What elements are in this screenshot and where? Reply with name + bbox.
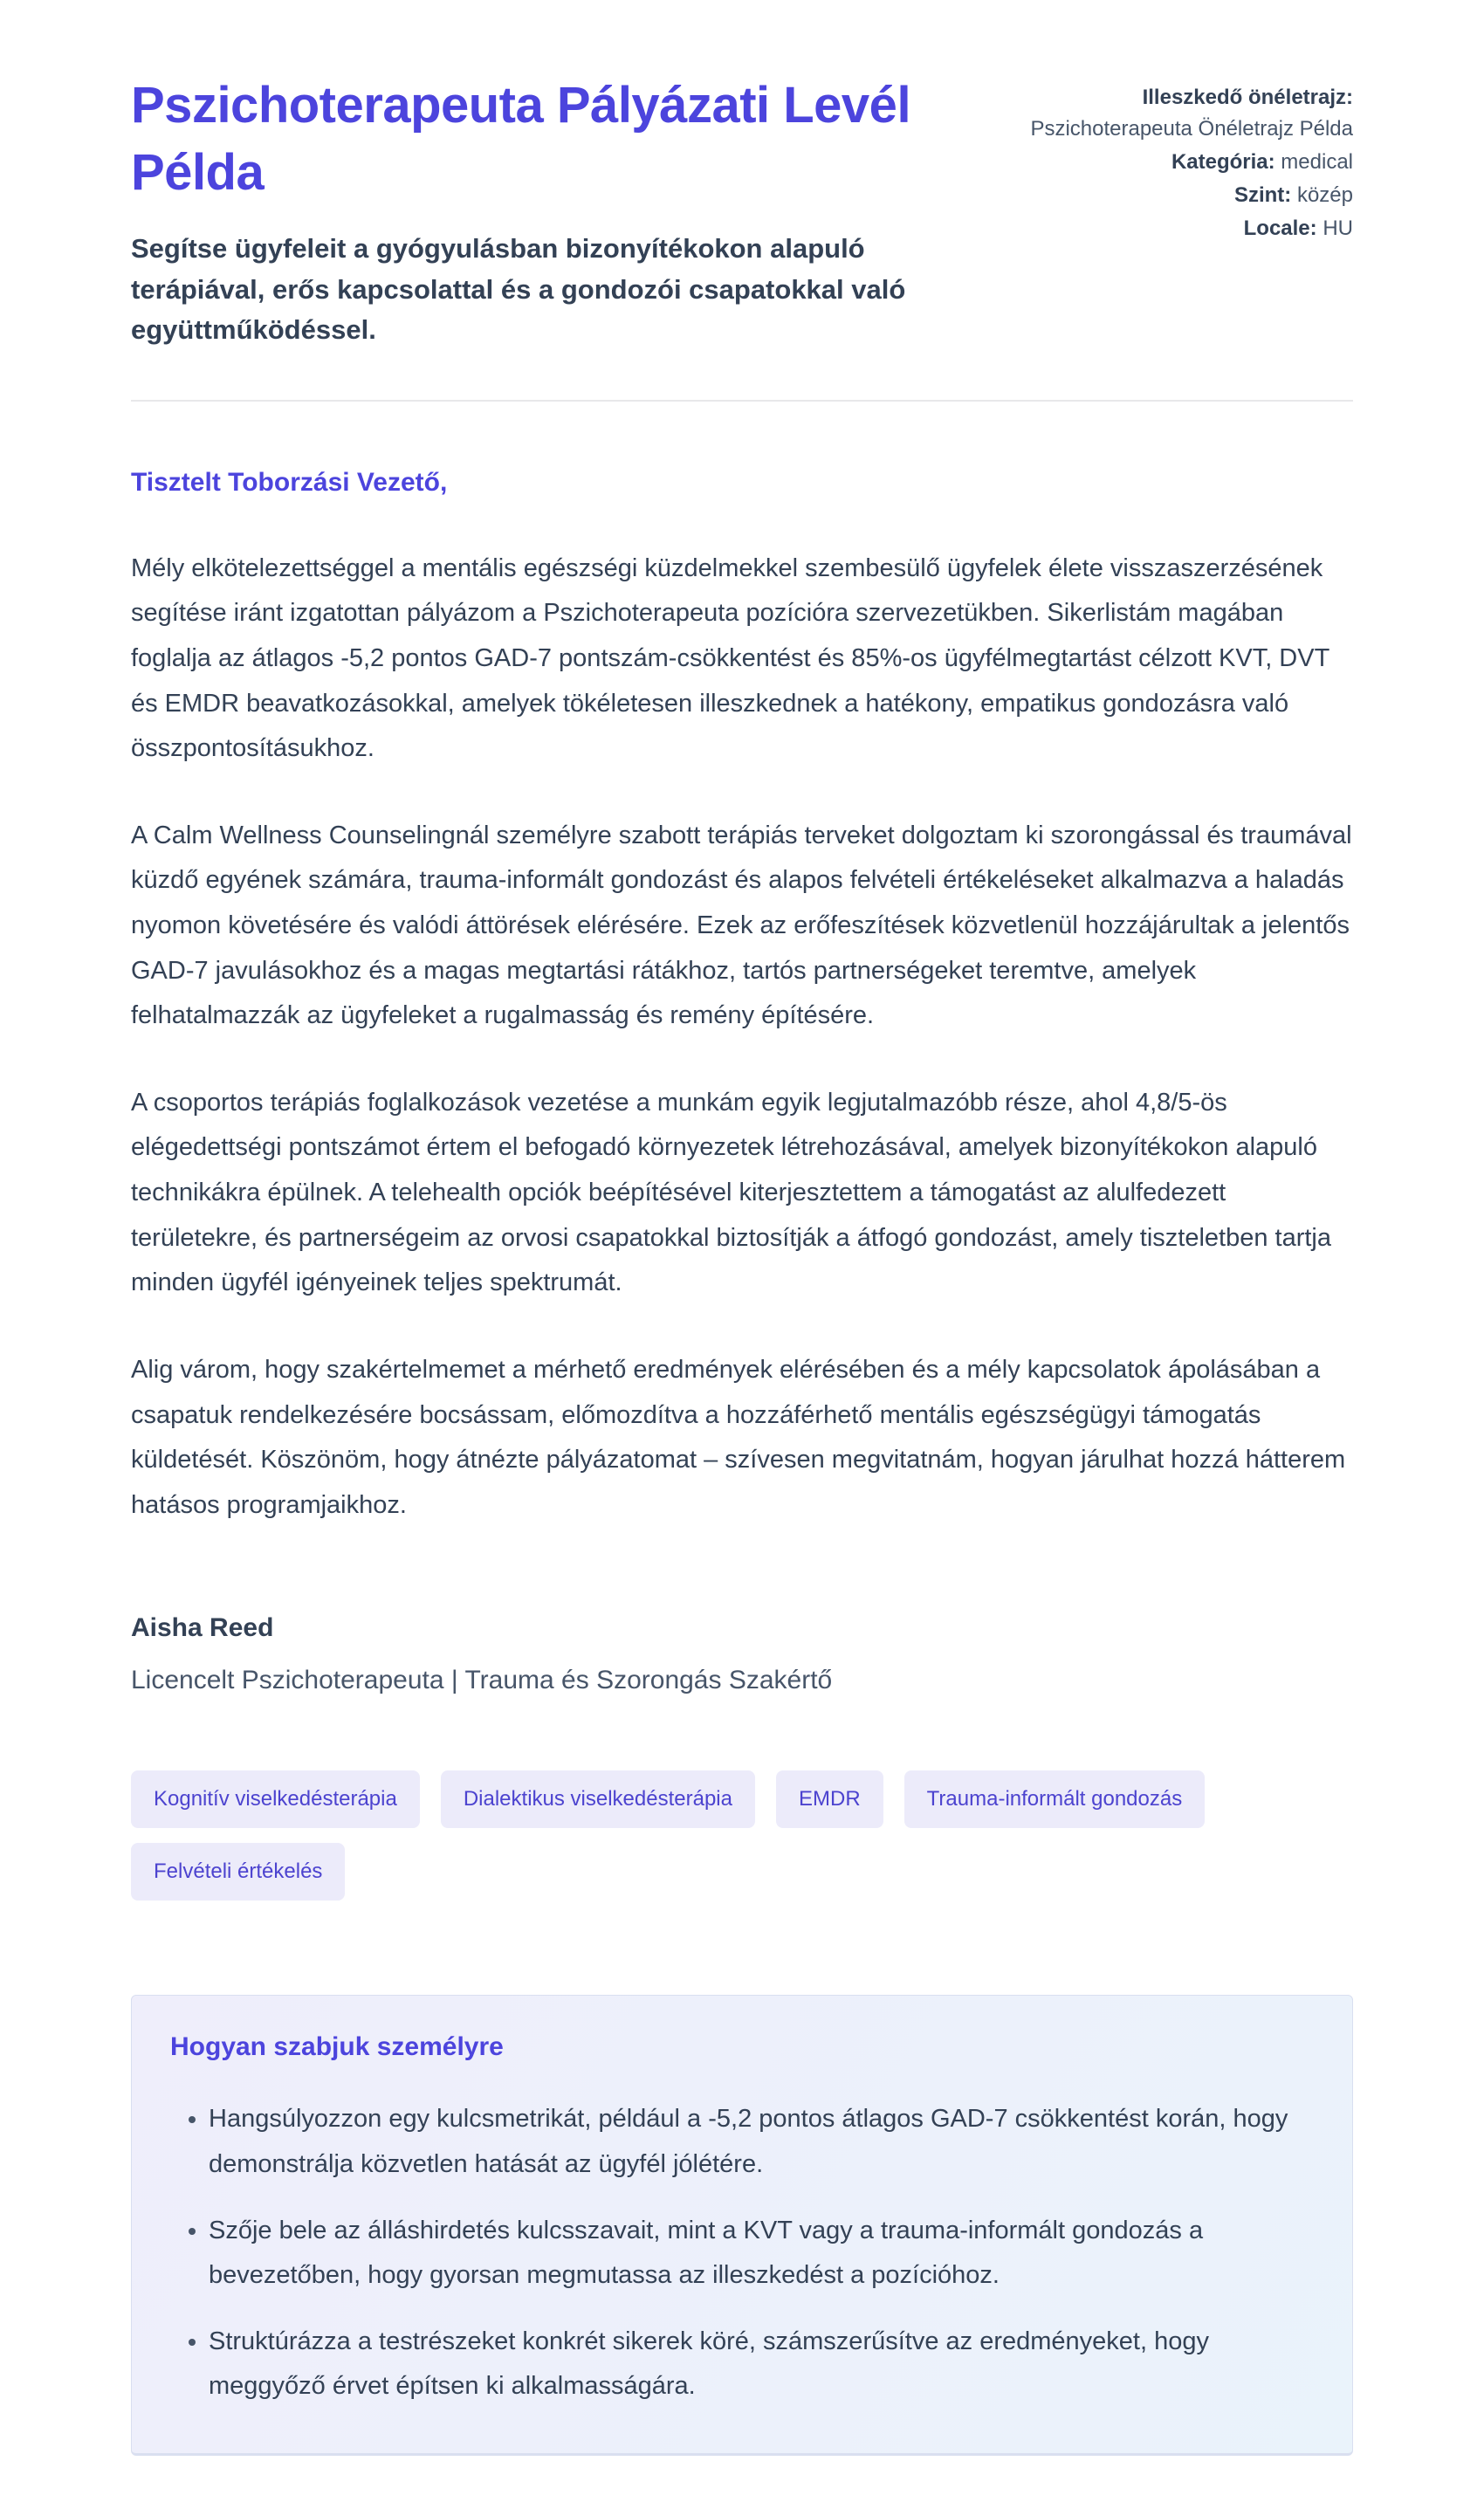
letter-greeting: Tisztelt Toborzási Vezető, xyxy=(131,467,448,497)
header-divider xyxy=(131,400,1353,402)
letter-paragraph-4: Alig várom, hogy szakértelmemet a mérhető eredmények elérésében és a mély kapcsolatok ápolásában a csapatuk rendelkezésére bocsássam, előmozdítva a hozzáférhető mentális egészségügyi támogatás küldetését. Köszönöm, hogy átnézte pályázatomat – szívesen megvitatnám, hogyan járulhat hozzá hátterem hatásos programjaikhoz. xyxy=(131,1355,1346,1519)
meta-category-value: medical xyxy=(1281,150,1353,174)
page-subtitle: Segítse ügyfeleit a gyógyulásban bizonyítékokon alapuló terápiával, erős kapcsolattal és a gondozói csapatokkal való együttműködéssel. xyxy=(131,233,906,346)
meta-locale-label: Locale: xyxy=(1243,217,1317,240)
letter-paragraph-2: A Calm Wellness Counselingnál személyre szabott terápiás terveket dolgoztam ki szorongással és traumával küzdő egyének számára, trauma-informált gondozást és alapos felvételi értékeléseket alkalmazva a haladás nyomon követésére és valódi áttörések elérésére. Ezek az erőfeszítések közvetlenül hozzájárultak a jelentős GAD-7 javulásokhoz és a magas megtartási rátákhoz, tartós partnerségeket teremtve, amelyek felhatalmazzák az ügyfeleket a rugalmasság és remény építésére. xyxy=(131,821,1352,1030)
cover-letter-page xyxy=(131,0,1353,2456)
page-title: Pszichoterapeuta Pályázati Levél Példa xyxy=(131,77,911,202)
meta-panel xyxy=(1030,72,1353,246)
skill-tag-cbt: Kognitív viselkedésterápia xyxy=(131,1770,420,1828)
tip-item-3: • Struktúrázza a testrészeket konkrét sikerek köré, számszerűsítve az eredményeket, hogy meggyőző érvet építsen ki alkalmasságára. xyxy=(209,2320,1307,2409)
meta-matching-resume-value: Pszichoterapeuta Önéletrajz Példa xyxy=(1030,117,1353,141)
letter-paragraph-1: Mély elkötelezettséggel a mentális egészségi küzdelmekkel szembesülő ügyfelek élete visszaszerzésének segítése iránt izgatottan pályázom a Pszichoterapeuta pozícióra szervezetükben. Sikerlistám magában foglalja az átlagos -5,2 pontos GAD-7 pontszám-csökkentést és 85%-os ügyfélmegtartást célzott KVT, DVT és EMDR beavatkozásokkal, amelyek tökéletesen illeszkednek a hatékony, empatikus gondozásra való összpontosításukhoz. xyxy=(131,553,1329,763)
skill-tag-emdr: EMDR xyxy=(776,1770,883,1828)
skill-tags xyxy=(131,1770,1292,1901)
meta-level xyxy=(1030,180,1353,211)
meta-matching-resume xyxy=(1030,82,1353,145)
tips-list xyxy=(170,2097,1307,2409)
tips-heading: Hogyan szabjuk személyre xyxy=(170,2032,504,2062)
meta-category-label: Kategória: xyxy=(1171,150,1275,174)
tip-item-1: • Hangsúlyozzon egy kulcsmetrikát, például a -5,2 pontos átlagos GAD-7 csökkentést korán, hogy demonstrálja közvetlen hatását az ügyfél jólétére. xyxy=(209,2097,1307,2187)
skill-tag-intake-assessment: Felvételi értékelés xyxy=(131,1843,345,1901)
signature-block xyxy=(131,1613,1353,1695)
page-header xyxy=(131,72,1353,351)
customization-tips-box xyxy=(131,1995,1353,2456)
meta-level-value: közép xyxy=(1296,183,1353,207)
meta-category xyxy=(1030,147,1353,178)
header-title-block xyxy=(131,72,969,351)
letter-paragraph-3: A csoportos terápiás foglalkozások vezetése a munkám egyik legjutalmazóbb része, ahol 4,8/5-ös elégedettségi pontszámot értem el befogadó környezetek létrehozásával, amelyek bizonyítékokon alapuló technikákra épülnek. A telehealth opciók beépítésével kiterjesztettem a támogatást az alulfedezett területekre, és partnerségeim az orvosi csapatokkal biztosítják a átfogó gondozást, amely tiszteletben tartja minden ügyfél igényeinek teljes spektrumát. xyxy=(131,1088,1331,1297)
meta-locale-value: HU xyxy=(1323,217,1353,240)
letter-body xyxy=(131,468,1353,1696)
tip-item-2: • Szője bele az álláshirdetés kulcsszavait, mint a KVT vagy a trauma-informált gondozás a bevezetőben, hogy gyorsan megmutassa az illeszkedést a pozícióhoz. xyxy=(209,2209,1307,2299)
meta-locale xyxy=(1030,213,1353,244)
signature-name: Aisha Reed xyxy=(131,1613,274,1643)
meta-matching-resume-label: Illeszkedő önéletrajz: xyxy=(1142,86,1353,109)
meta-level-label: Szint: xyxy=(1233,183,1292,207)
signature-title: Licencelt Pszichoterapeuta | Trauma és Szorongás Szakértő xyxy=(131,1666,833,1695)
skill-tag-dbt: Dialektikus viselkedésterápia xyxy=(441,1770,755,1828)
skill-tag-trauma-informed-care: Trauma-informált gondozás xyxy=(904,1770,1206,1828)
